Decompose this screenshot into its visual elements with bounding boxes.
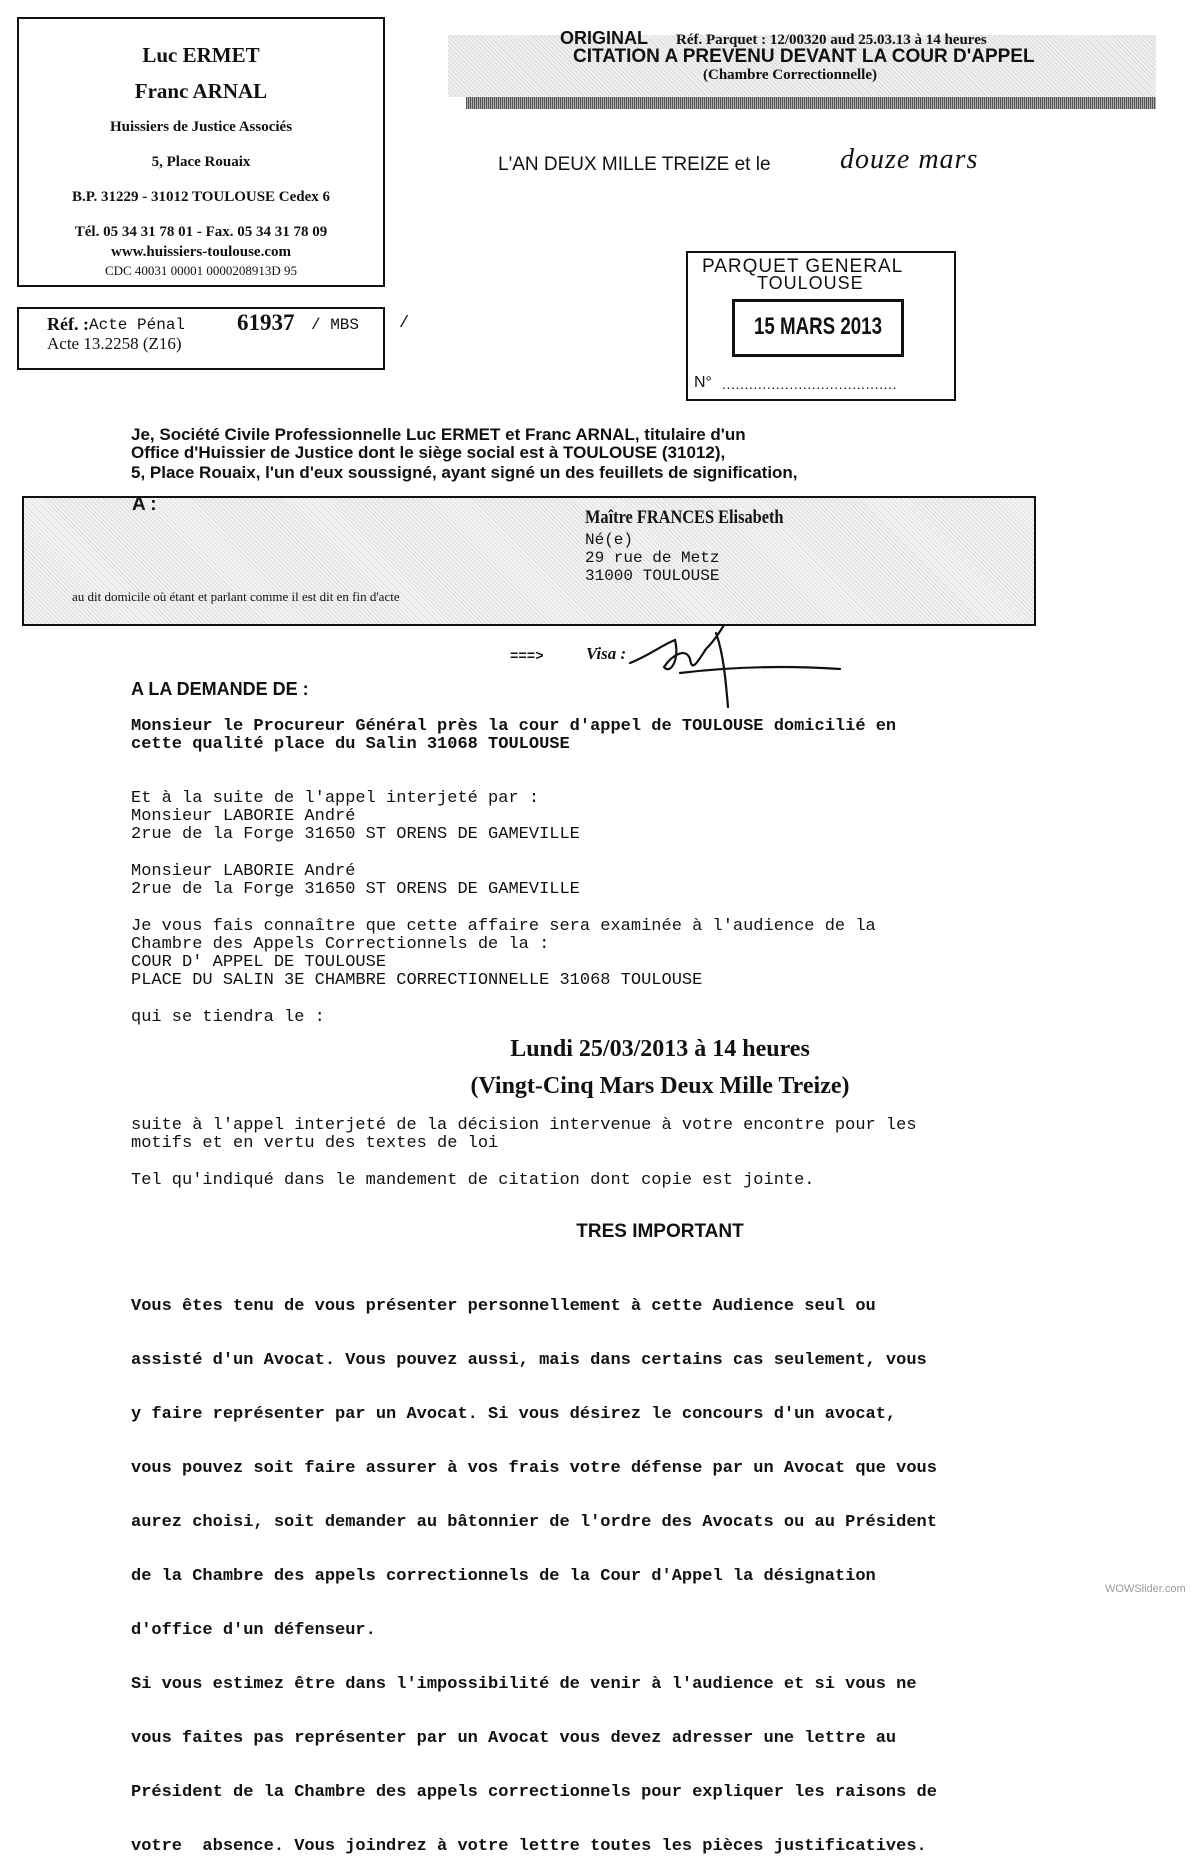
office-website: www.huissiers-toulouse.com xyxy=(110,244,291,260)
reference-type: Acte Pénal xyxy=(89,316,186,334)
domicile-note: au dit domicile où étant et parlant comme il est dit en fin d'acte xyxy=(72,589,400,604)
citation-title: CITATION A PREVENU DEVANT LA COUR D'APPEL xyxy=(573,46,1035,67)
appellant-name: Monsieur LABORIE André xyxy=(131,862,356,881)
important-line: Président de la Chambre des appels correctionnels pour expliquer les raisons de xyxy=(131,1783,937,1802)
important-line: Si vous estimez être dans l'impossibilité de venir à l'audience et si vous ne xyxy=(131,1675,917,1694)
hearing-date: Lundi 25/03/2013 à 14 heures xyxy=(510,1036,810,1062)
office-phone-fax: Tél. 05 34 31 78 01 - Fax. 05 34 31 78 09 xyxy=(74,224,328,240)
reference-label: Réf. : xyxy=(47,314,89,334)
appellant-name: Monsieur LABORIE André xyxy=(131,807,356,826)
date-line-handwritten: douze mars xyxy=(840,144,979,175)
date-line-printed: L'AN DEUX MILLE TREIZE et le xyxy=(498,154,771,175)
recipient-born: Né(e) xyxy=(585,531,634,549)
important-heading: TRES IMPORTANT xyxy=(576,1221,744,1242)
important-body xyxy=(131,1262,937,1874)
office-name-1: Luc ERMET xyxy=(142,43,260,67)
ref-parquet: Réf. Parquet : 12/00320 aud 25.03.13 à 14 heures xyxy=(676,32,987,48)
appeal-intro: Et à la suite de l'appel interjeté par : xyxy=(131,789,540,808)
citation-subtitle: (Chambre Correctionnelle) xyxy=(703,67,877,83)
important-line: vous faites pas représenter par un Avocat vous devez adresser une lettre au xyxy=(131,1729,897,1748)
recipient-label: A : xyxy=(132,494,157,515)
stamp-line-1: PARQUET GENERAL xyxy=(702,256,904,277)
hearing-held-on: qui se tiendra le : xyxy=(131,1008,325,1027)
reference-slash: / xyxy=(399,314,410,333)
office-po-box: B.P. 31229 - 31012 TOULOUSE Cedex 6 xyxy=(71,189,331,205)
office-cdc: CDC 40031 00001 0000208913D 95 xyxy=(104,263,298,278)
reference-initials: / MBS xyxy=(311,316,360,334)
appellant-address: 2rue de la Forge 31650 ST ORENS DE GAMEVILLE xyxy=(131,825,580,844)
header-underline xyxy=(466,97,1156,109)
important-line: y faire représenter par un Avocat. Si vous désirez le concours d'un avocat, xyxy=(131,1405,897,1424)
recipient-name: Maître FRANCES Elisabeth xyxy=(585,507,784,528)
request-heading: A LA DEMANDE DE : xyxy=(131,679,309,699)
important-line: vous pouvez soit faire assurer à vos frais votre défense par un Avocat que vous xyxy=(131,1459,937,1478)
signature-graphic xyxy=(620,615,860,715)
hearing-date-words: (Vingt-Cinq Mars Deux Mille Treize) xyxy=(470,1073,850,1099)
important-line: assisté d'un Avocat. Vous pouvez aussi, mais dans certains cas seulement, vous xyxy=(131,1351,927,1370)
visa-arrow: ===> xyxy=(510,649,544,665)
stamp-date: 15 MARS 2013 xyxy=(754,313,882,340)
original-label: ORIGINAL xyxy=(560,28,648,48)
watermark: WOWSlider.com xyxy=(1105,1583,1186,1595)
hearing-line-2: Chambre des Appels Correctionnels de la : xyxy=(131,935,550,954)
office-address: 5, Place Rouaix xyxy=(151,154,251,170)
reference-box xyxy=(17,307,410,370)
request-line-1: Monsieur le Procureur Général près la cour d'appel de TOULOUSE domicilié en xyxy=(131,717,897,736)
intro-line-2: Office d'Huissier de Justice dont le siège social est à TOULOUSE (31012), xyxy=(131,443,726,462)
recipient-city: 31000 TOULOUSE xyxy=(585,567,720,585)
request-line-2: cette qualité place du Salin 31068 TOULOUSE xyxy=(131,735,570,754)
hearing-line-4: PLACE DU SALIN 3E CHAMBRE CORRECTIONNELLE 31068 TOULOUSE xyxy=(131,971,703,990)
motifs-line-3: Tel qu'indiqué dans le mandement de citation dont copie est jointe. xyxy=(131,1171,815,1190)
motifs-line-1: suite à l'appel interjeté de la décision intervenue à votre encontre pour les xyxy=(131,1116,917,1135)
hearing-line-3: COUR D' APPEL DE TOULOUSE xyxy=(131,953,387,972)
visa-label: Visa : xyxy=(586,644,627,663)
office-name-2: Franc ARNAL xyxy=(134,79,268,103)
intro-line-3: 5, Place Rouaix, l'un d'eux soussigné, ayant signé un des feuillets de signification, xyxy=(131,463,798,482)
important-line: aurez choisi, soit demander au bâtonnier de l'ordre des Avocats ou au Président xyxy=(131,1513,937,1532)
important-line: votre absence. Vous joindrez à votre lettre toutes les pièces justificatives. xyxy=(131,1837,927,1856)
recipient-box xyxy=(22,496,1036,626)
motifs-line-2: motifs et en vertu des textes de loi xyxy=(131,1134,499,1153)
hearing-line-1: Je vous fais connaître que cette affaire sera examinée à l'audience de la xyxy=(131,917,876,936)
important-line: d'office d'un défenseur. xyxy=(131,1621,376,1640)
appellant-address: 2rue de la Forge 31650 ST ORENS DE GAMEVILLE xyxy=(131,880,580,899)
important-line: Vous êtes tenu de vous présenter personnellement à cette Audience seul ou xyxy=(131,1297,876,1316)
office-title: Huissiers de Justice Associés xyxy=(109,119,293,135)
reference-acte: Acte 13.2258 (Z16) xyxy=(47,334,182,353)
recipient-street: 29 rue de Metz xyxy=(585,549,720,567)
stamp-number-label: N° xyxy=(694,374,712,391)
office-box xyxy=(17,17,385,287)
important-line: de la Chambre des appels correctionnels de la Cour d'Appel la désignation xyxy=(131,1567,876,1586)
stamp-line-2: TOULOUSE xyxy=(757,273,864,293)
intro-line-1: Je, Société Civile Professionnelle Luc ERMET et Franc ARNAL, titulaire d'un xyxy=(131,425,746,444)
reference-number: 61937 xyxy=(237,310,295,335)
stamp-number-dots: ....................................... xyxy=(722,376,898,392)
